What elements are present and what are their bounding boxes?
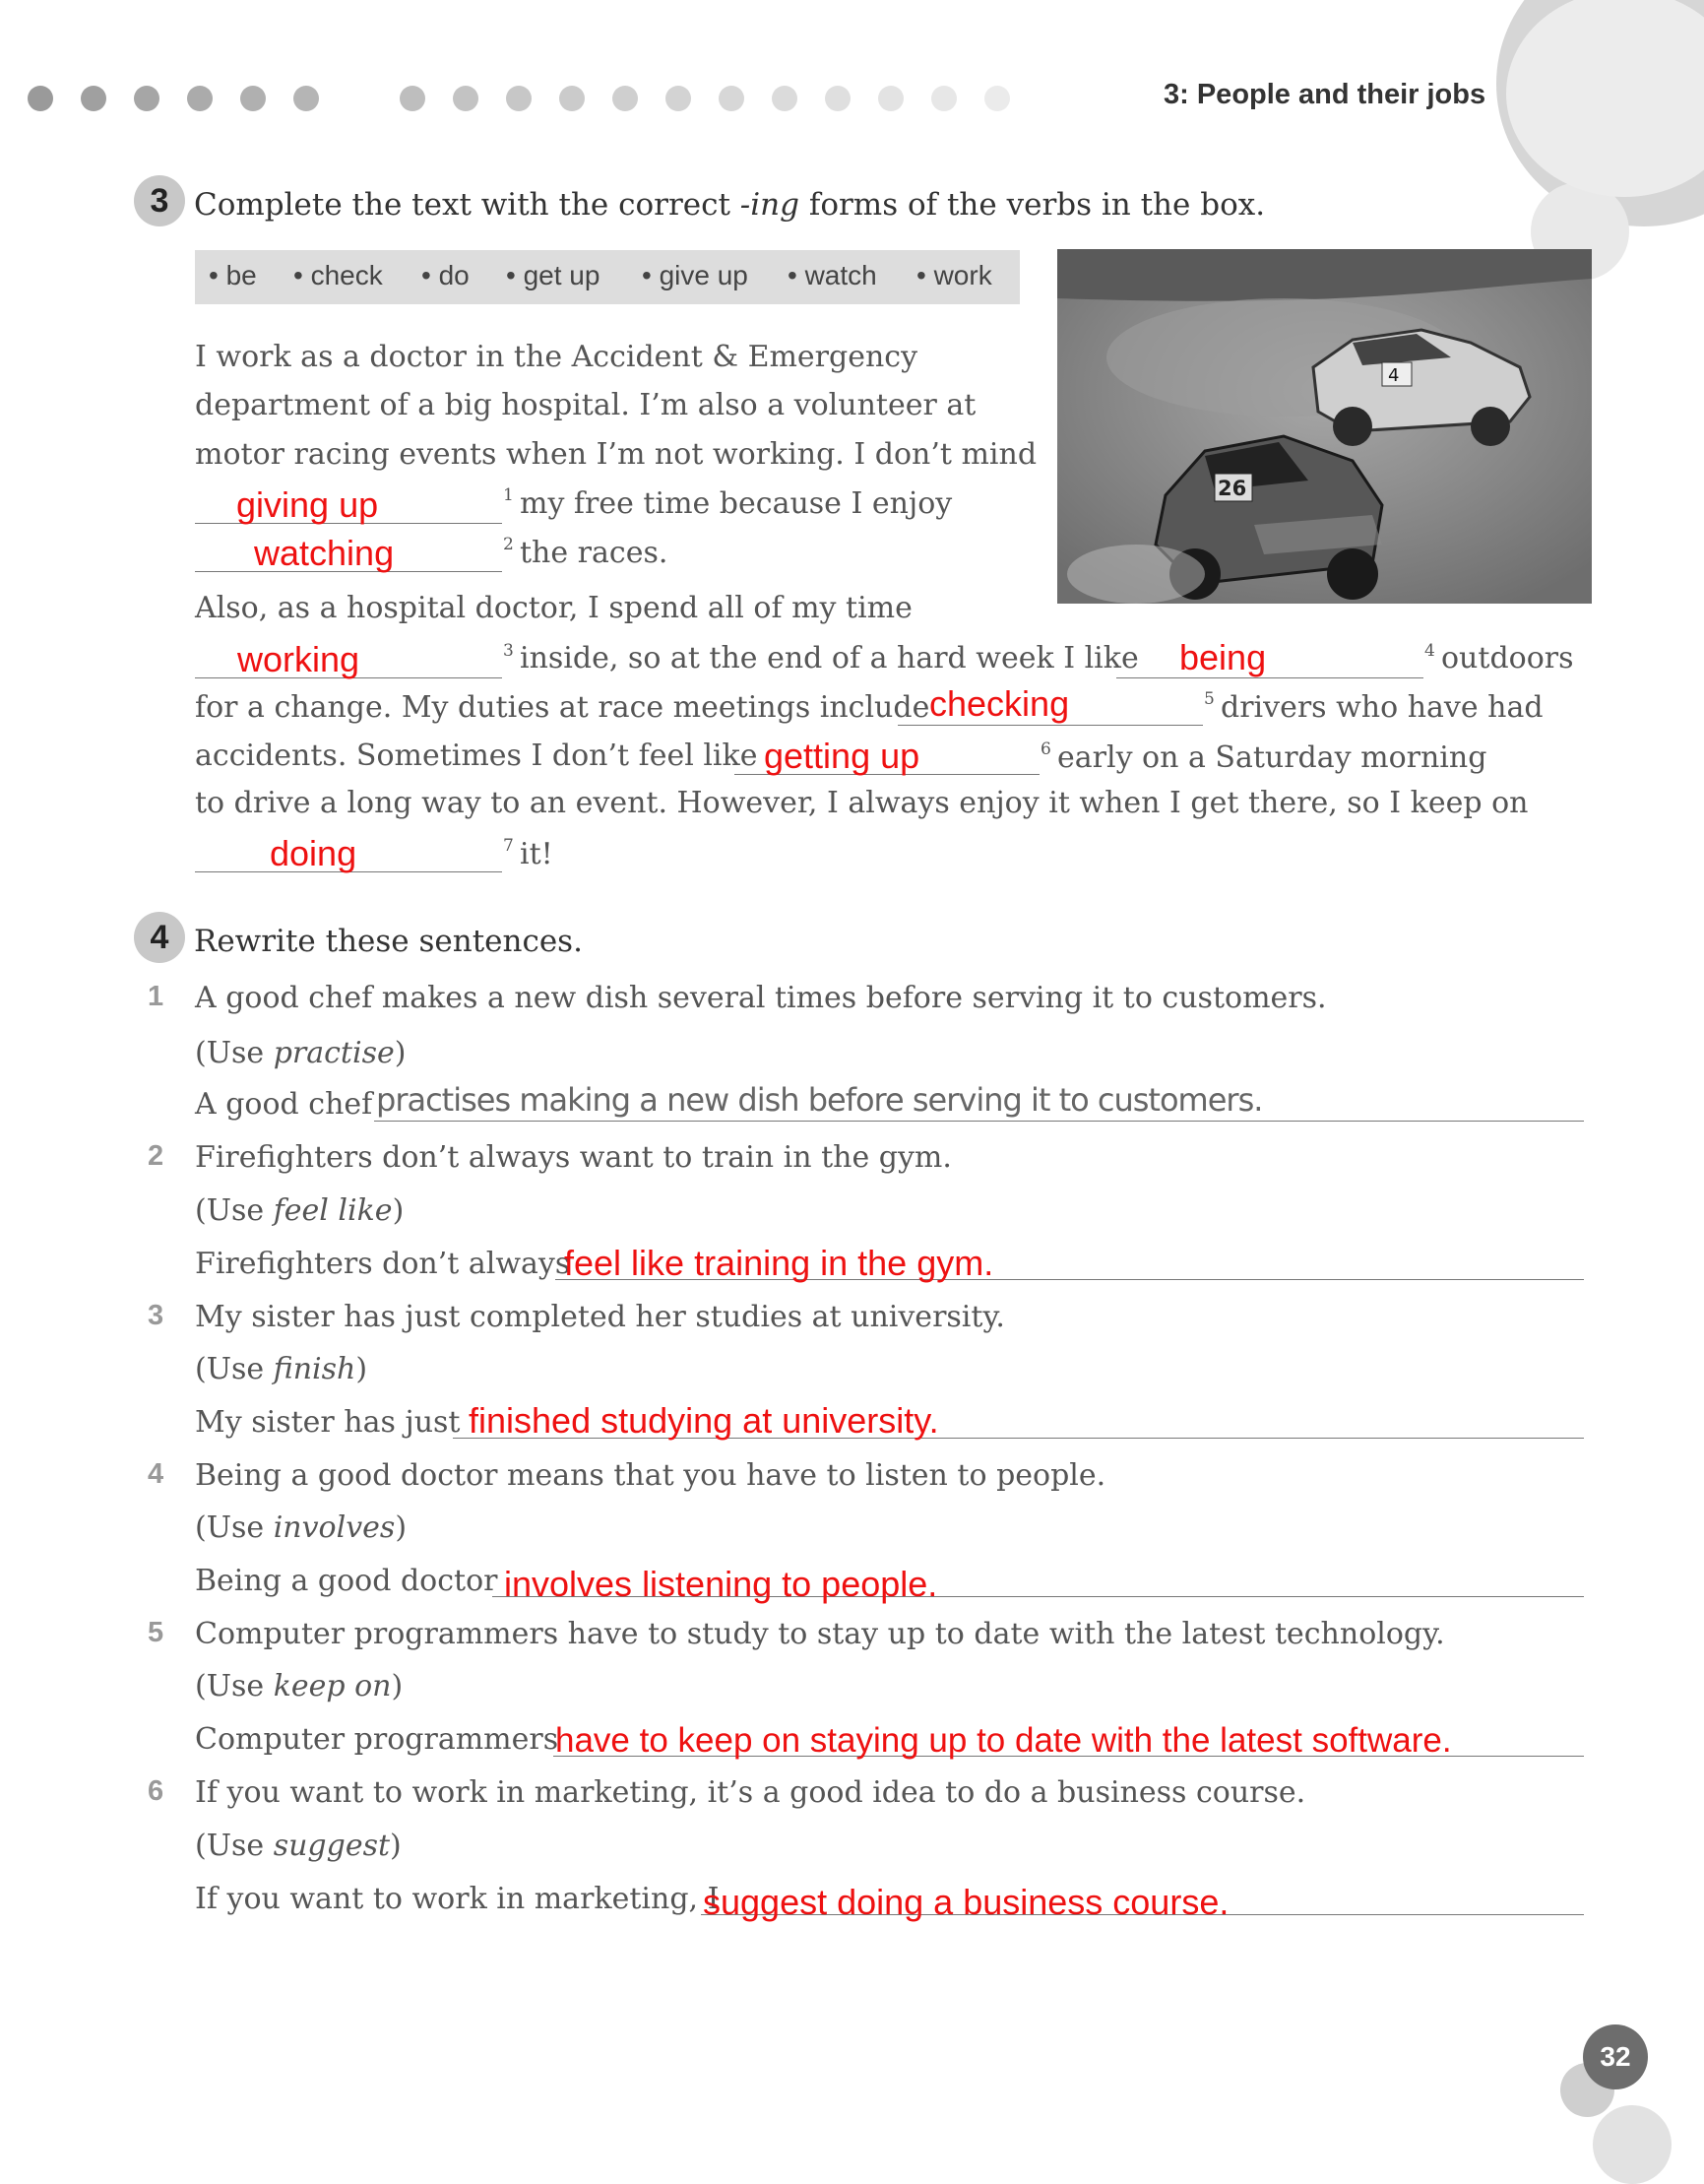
page-number: 32 xyxy=(1583,2024,1648,2089)
header-dot xyxy=(347,86,372,111)
ex3-gap-number: 3 xyxy=(503,641,514,661)
header-dot xyxy=(81,86,106,111)
ex3-text-line-5: the races. xyxy=(520,536,668,570)
item-2-number: 2 xyxy=(148,1140,164,1172)
ex3-text-line-8: for a change. My duties at race meetings include xyxy=(195,690,930,725)
ex3-answer-4: being xyxy=(1179,637,1267,677)
header-dot xyxy=(825,86,851,111)
ex3-text-line-4: my free time because I enjoy xyxy=(520,486,953,521)
item-1-stem: A good chef xyxy=(195,1087,373,1122)
item-1-number: 1 xyxy=(148,981,164,1012)
item-4-use-hint: (Use involves) xyxy=(195,1510,408,1545)
item-3-stem: My sister has just xyxy=(195,1405,461,1440)
ex3-answer-1: giving up xyxy=(236,484,379,525)
ex3-text-line-6: Also, as a hospital doctor, I spend all of my time xyxy=(195,591,913,625)
header-dot xyxy=(240,86,266,111)
item-2-use-hint: (Use feel like) xyxy=(195,1193,405,1228)
race-car-photo xyxy=(1057,249,1592,604)
ex3-text-line-2: department of a big hospital. I’m also a volunteer at xyxy=(195,388,977,422)
ex3-gap-number: 6 xyxy=(1041,739,1051,759)
header-dot xyxy=(453,86,478,111)
exercise-3-title: Complete the text with the correct -ing forms of the verbs in the box. xyxy=(194,187,1266,223)
header-dot xyxy=(293,86,319,111)
item-5-number: 5 xyxy=(148,1617,164,1648)
header-dot xyxy=(28,86,53,111)
ex3-text-line-3: motor racing events when I’m not working. I don’t mind xyxy=(195,437,1038,472)
item-6-stem: If you want to work in marketing, I xyxy=(195,1882,720,1916)
ex3-text-line-11: it! xyxy=(520,837,553,871)
item-1-answer-line[interactable] xyxy=(374,1120,1584,1122)
header-dot xyxy=(400,86,425,111)
item-6-answer: suggest doing a business course. xyxy=(703,1882,1230,1922)
ex3-gap-number: 1 xyxy=(503,485,514,505)
ex3-text-line-10: to drive a long way to an event. However, I always enjoy it when I get there, so I keep on xyxy=(195,786,1529,820)
ex3-answer-3: working xyxy=(237,639,360,679)
item-4-number: 4 xyxy=(148,1458,164,1490)
item-6-sentence: If you want to work in marketing, it’s a good idea to do a business course. xyxy=(195,1775,1306,1810)
item-1-sentence: A good chef makes a new dish several times before serving it to customers. xyxy=(195,981,1327,1015)
item-5-stem: Computer programmers xyxy=(195,1722,559,1757)
ex3-answer-2: watching xyxy=(254,533,395,573)
item-4-sentence: Being a good doctor means that you have to listen to people. xyxy=(195,1458,1106,1493)
verb-give-up: • give up xyxy=(642,260,748,290)
header-dot xyxy=(612,86,638,111)
header-dot xyxy=(772,86,797,111)
item-6-use-hint: (Use suggest) xyxy=(195,1829,402,1863)
header-dot xyxy=(878,86,904,111)
header-dot xyxy=(665,86,691,111)
exercise-4-badge: 4 xyxy=(134,912,185,963)
item-3-number: 3 xyxy=(148,1300,164,1331)
verb-be: • be xyxy=(209,260,257,290)
header-dot xyxy=(719,86,744,111)
verb-get-up: • get up xyxy=(506,260,600,290)
verb-check: • check xyxy=(293,260,383,290)
ex3-text-line-1: I work as a doctor in the Accident & Emergency xyxy=(195,340,918,374)
item-6-number: 6 xyxy=(148,1775,164,1807)
verb-do: • do xyxy=(421,260,470,290)
item-4-answer: involves listening to people. xyxy=(504,1564,938,1604)
item-5-use-hint: (Use keep on) xyxy=(195,1669,404,1703)
header-dot xyxy=(134,86,159,111)
ex3-gap-number: 5 xyxy=(1204,689,1215,709)
item-1-answer: practises making a new dish before serving it to customers. xyxy=(376,1081,1263,1119)
exercise-4-title: Rewrite these sentences. xyxy=(194,924,583,959)
item-1-use-hint: (Use practise) xyxy=(195,1036,407,1070)
verb-box xyxy=(195,250,1020,304)
ex3-text-line-7: inside, so at the end of a hard week I like xyxy=(520,641,1139,675)
ex3-text-line-8-end: drivers who have had xyxy=(1221,690,1544,725)
ex3-text-line-9-end: early on a Saturday morning xyxy=(1057,740,1487,775)
verb-work: • work xyxy=(916,260,992,290)
item-5-answer: have to keep on staying up to date with the latest software. xyxy=(555,1721,1452,1760)
ex3-answer-6: getting up xyxy=(764,736,920,776)
race-car-photo-image xyxy=(1057,249,1592,604)
page-header-title: 3: People and their jobs xyxy=(1164,79,1486,110)
ex3-answer-7: doing xyxy=(270,833,357,873)
item-3-use-hint: (Use finish) xyxy=(195,1352,368,1386)
header-dot xyxy=(931,86,957,111)
ex3-gap-number: 4 xyxy=(1424,641,1435,661)
ex3-text-line-7-end: outdoors xyxy=(1441,641,1574,675)
item-4-stem: Being a good doctor xyxy=(195,1564,498,1598)
item-5-sentence: Computer programmers have to study to stay up to date with the latest technology. xyxy=(195,1617,1445,1651)
verb-watch: • watch xyxy=(788,260,877,290)
exercise-3-badge: 3 xyxy=(134,175,185,226)
header-dot xyxy=(506,86,532,111)
ex3-blank-4[interactable] xyxy=(1116,639,1423,678)
svg-text:4: 4 xyxy=(1388,365,1400,386)
item-2-answer: feel like training in the gym. xyxy=(564,1243,994,1283)
ex3-answer-5: checking xyxy=(929,683,1070,724)
header-dot xyxy=(984,86,1010,111)
header-dot xyxy=(559,86,585,111)
item-3-sentence: My sister has just completed her studies at university. xyxy=(195,1300,1005,1334)
ex3-gap-number: 7 xyxy=(503,836,514,856)
item-2-sentence: Firefighters don’t always want to train in the gym. xyxy=(195,1140,952,1175)
header-dot xyxy=(187,86,213,111)
decor-bubble-bottom-large xyxy=(1593,2105,1672,2184)
svg-text:26: 26 xyxy=(1218,477,1247,500)
item-2-stem: Firefighters don’t always xyxy=(195,1247,571,1281)
ex3-text-line-9: accidents. Sometimes I don’t feel like xyxy=(195,739,758,773)
item-3-answer: finished studying at university. xyxy=(469,1400,939,1441)
ex3-gap-number: 2 xyxy=(503,535,514,554)
